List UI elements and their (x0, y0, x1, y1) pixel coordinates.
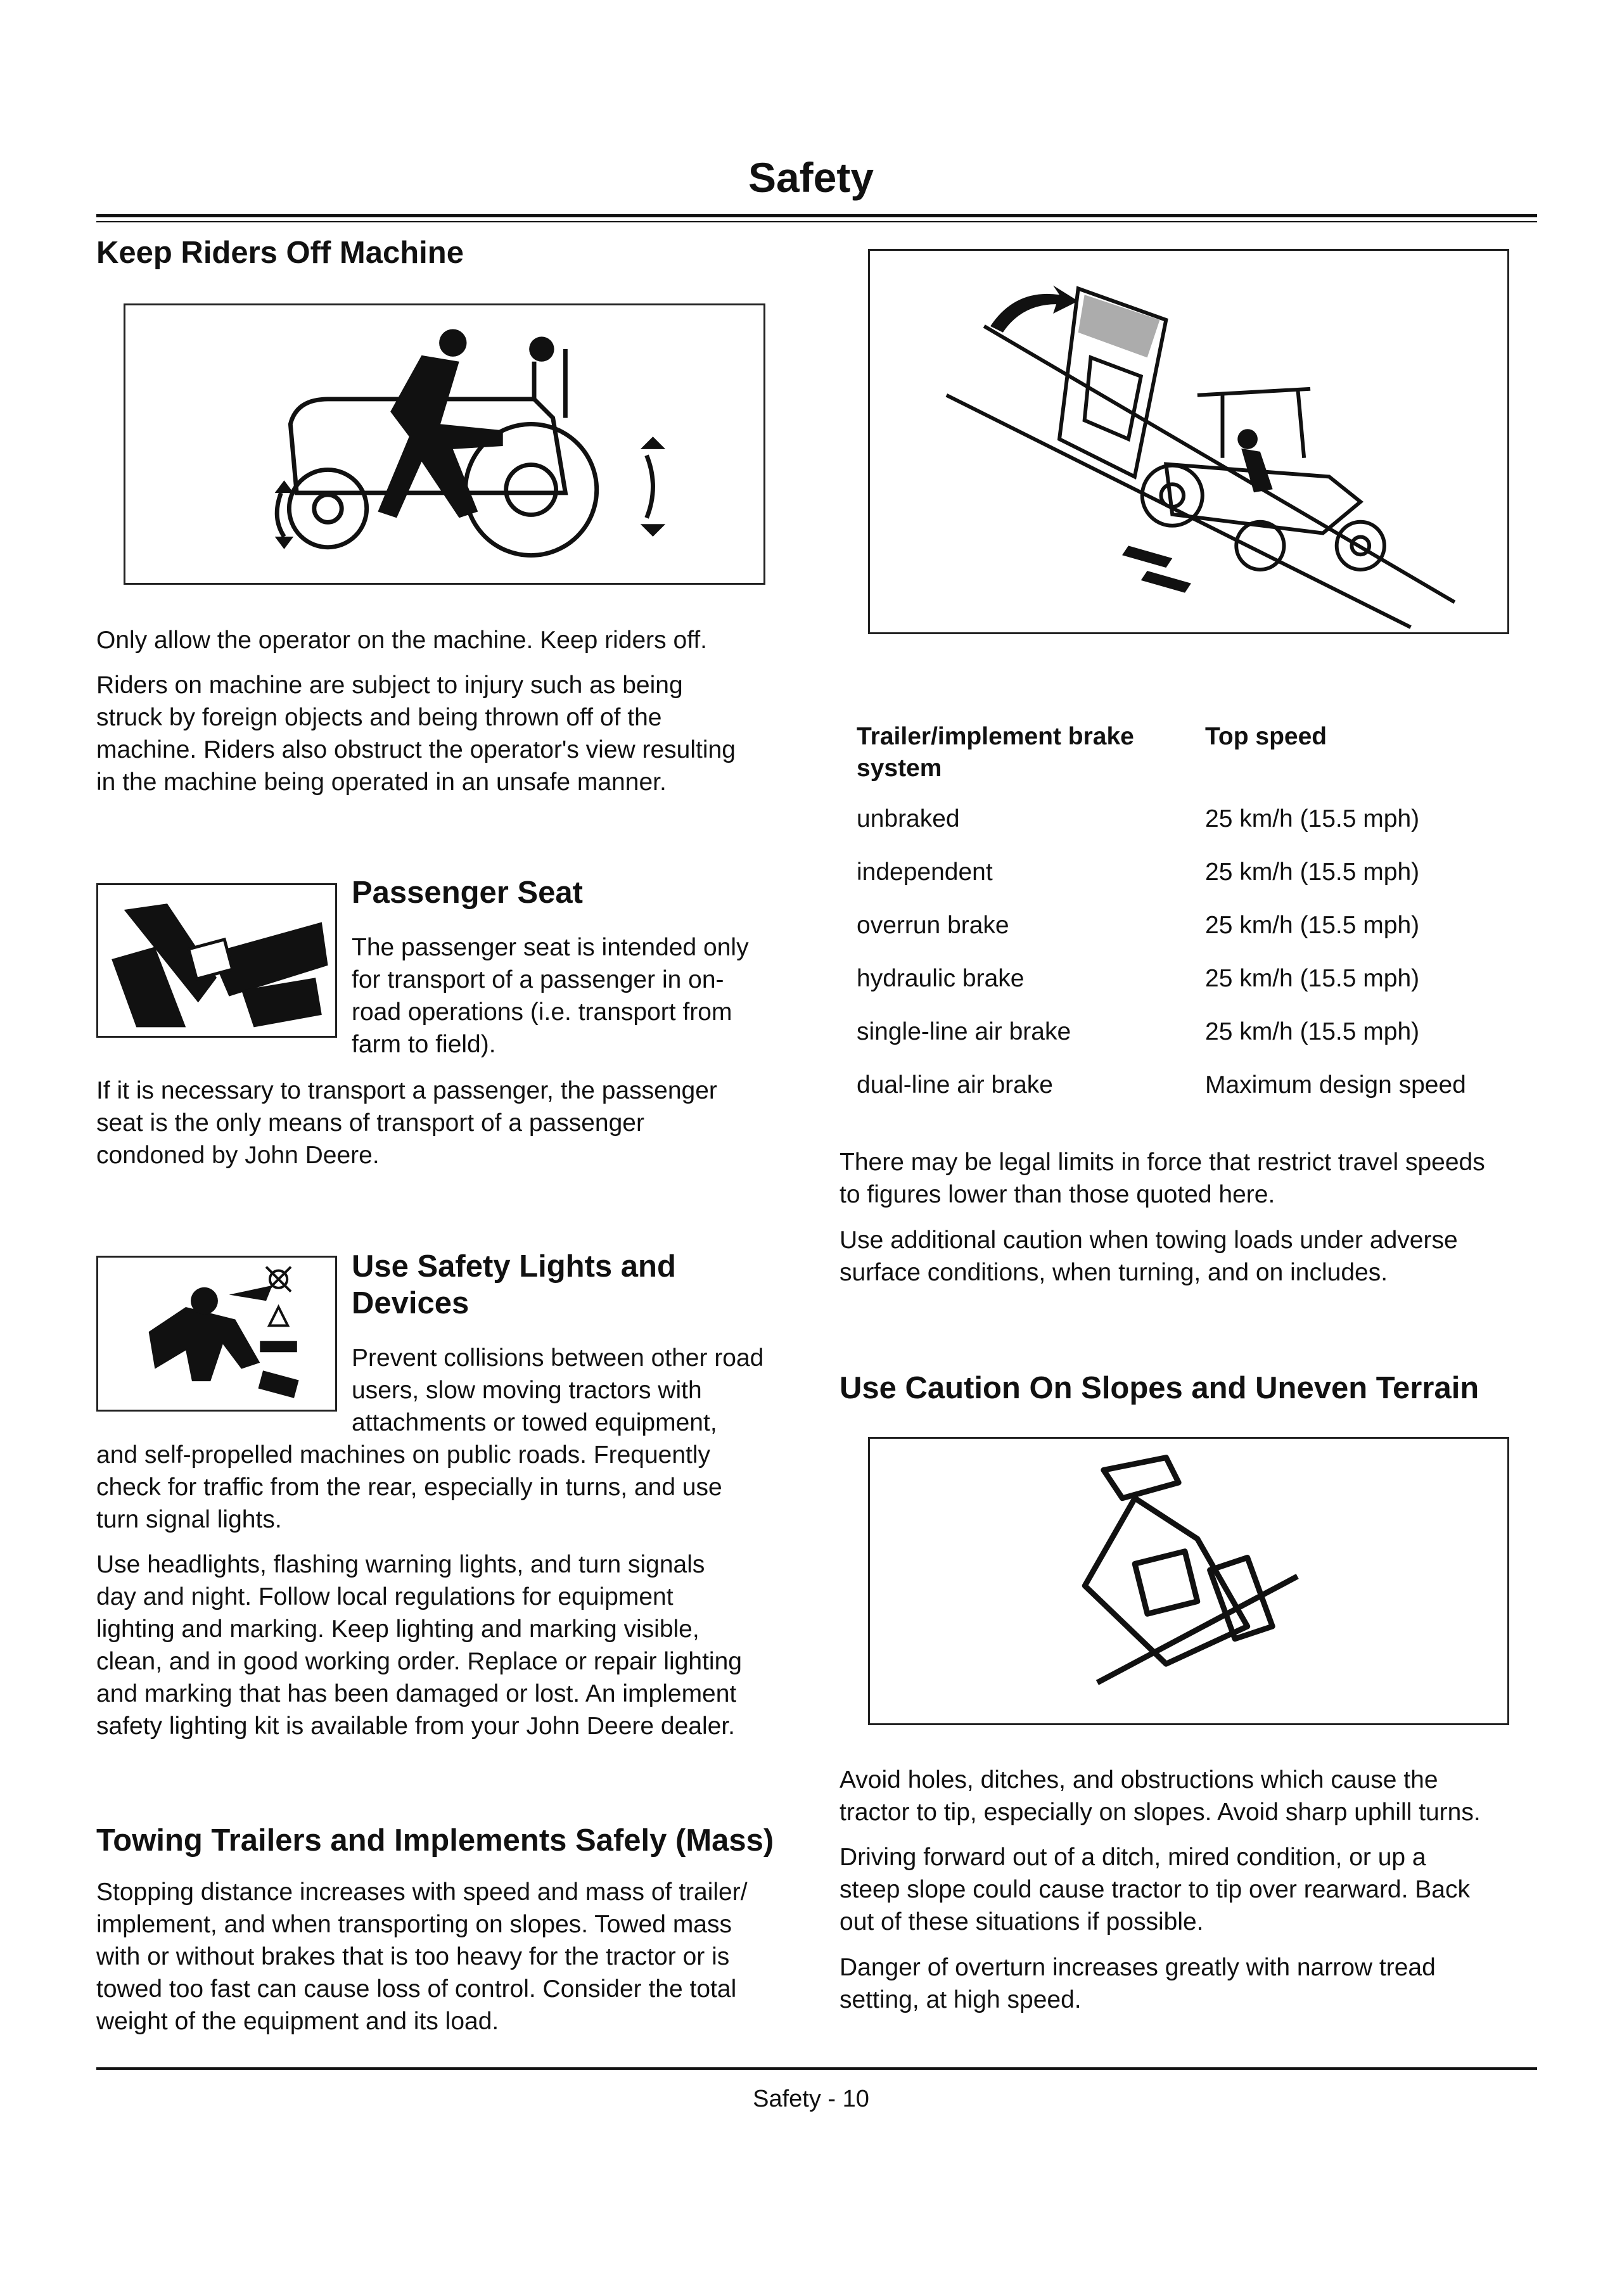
passenger-paragraph-2 (96, 1075, 717, 1171)
trailer-tipping-icon (870, 251, 1507, 632)
text-line: Riders on machine are subject to injury such as being (96, 672, 683, 699)
text-line: check for traffic from the rear, especially in turns, and use (96, 1474, 722, 1501)
header-rule-thin (96, 221, 1537, 222)
footer-rule (96, 2067, 1537, 2070)
text-line: to figures lower than those quoted here. (840, 1181, 1275, 1208)
text-line: users, slow moving tractors with (352, 1377, 702, 1404)
text-line: Use headlights, flashing warning lights, and turn signals (96, 1551, 705, 1578)
text-line: condoned by John Deere. (96, 1142, 380, 1169)
text-line: Stopping distance increases with speed and mass of trailer/ (96, 1878, 748, 1906)
text-line: Avoid holes, ditches, and obstructions which cause the (840, 1766, 1438, 1794)
tractor-overturn-icon (870, 1439, 1507, 1723)
text-line: day and night. Follow local regulations for equipment (96, 1583, 674, 1610)
text-line: steep slope could cause tractor to tip over rearward. Back (840, 1876, 1470, 1903)
text-line: setting, at high speed. (840, 1986, 1082, 2013)
text-line: lighting and marking. Keep lighting and marking visible, (96, 1616, 699, 1643)
text-line: surface conditions, when turning, and on includes. (840, 1259, 1388, 1286)
safety-lights-heading (352, 1248, 676, 1322)
heading-line: Devices (352, 1286, 469, 1320)
text-line: weight of the equipment and its load. (96, 2008, 499, 2035)
text-line: road operations (i.e. transport from (352, 998, 732, 1026)
header-rule-thick (96, 214, 1537, 217)
header-line: system (857, 755, 942, 782)
lights-paragraph-2 (96, 1548, 742, 1742)
text-line: in the machine being operated in an unsafe manner. (96, 769, 667, 796)
table-cell: 25 km/h (15.5 mph) (1205, 912, 1420, 939)
table-cell: dual-line air brake (857, 1071, 1054, 1099)
table-cell: independent (857, 858, 993, 886)
table-cell: 25 km/h (15.5 mph) (1205, 805, 1420, 832)
lights-paragraph-1-top (352, 1342, 763, 1439)
table-row (857, 793, 1535, 846)
table-cell: single-line air brake (857, 1018, 1071, 1045)
text-line: clean, and in good working order. Replace or repair lighting (96, 1648, 742, 1675)
limits-paragraph-2 (840, 1224, 1458, 1289)
towing-trailer-illustration (868, 249, 1509, 634)
text-line: safety lighting kit is available from your John Deere dealer. (96, 1712, 736, 1740)
riders-illustration (124, 303, 765, 585)
brake-speed-table (857, 721, 1535, 1113)
table-header-row (857, 721, 1535, 793)
text-line: tractor to tip, especially on slopes. Avoid sharp uphill turns. (840, 1799, 1481, 1826)
text-line: seat is the only means of transport of a passenger (96, 1109, 644, 1137)
seatbelt-icon (98, 885, 335, 1036)
table-cell: 25 km/h (15.5 mph) (1205, 965, 1420, 992)
keep-riders-heading: Keep Riders Off Machine (96, 236, 464, 270)
text-line: turn signal lights. (96, 1506, 282, 1533)
towing-heading: Towing Trailers and Implements Safely (Mass) (96, 1823, 774, 1858)
text-line: Driving forward out of a ditch, mired condition, or up a (840, 1844, 1426, 1871)
table-cell: hydraulic brake (857, 965, 1025, 992)
seatbelt-illustration (96, 883, 337, 1038)
lights-paragraph-1-bottom (96, 1439, 722, 1536)
table-row (857, 846, 1535, 900)
text-line: If it is necessary to transport a passenger, the passenger (96, 1077, 717, 1104)
text-line: and self-propelled machines on public roads. Frequently (96, 1441, 711, 1469)
text-line: towed too fast can cause loss of control. Consider the total (96, 1975, 737, 2003)
riders-paragraph-2 (96, 669, 736, 798)
text-line: out of these situations if possible. (840, 1908, 1204, 1936)
table-cell: 25 km/h (15.5 mph) (1205, 858, 1420, 886)
limits-paragraph-1 (840, 1146, 1485, 1211)
passenger-paragraph-1 (352, 931, 749, 1061)
slopes-illustration (868, 1437, 1509, 1725)
text-line: and marking that has been damaged or lost. An implement (96, 1680, 737, 1707)
table-cell: overrun brake (857, 912, 1009, 939)
table-cell: Maximum design speed (1205, 1071, 1466, 1099)
text-line: Danger of overturn increases greatly with narrow tread (840, 1954, 1436, 1981)
table-cell: unbraked (857, 805, 960, 832)
page-number: Safety - 10 (753, 2086, 869, 2112)
slopes-paragraph-3 (840, 1951, 1436, 2016)
text-line: machine. Riders also obstruct the operator's view resulting (96, 736, 736, 763)
column-header-top-speed: Top speed (1205, 723, 1327, 750)
towing-paragraph (96, 1876, 748, 2038)
text-line: The passenger seat is intended only (352, 934, 749, 961)
table-row (857, 1059, 1535, 1113)
text-line: for transport of a passenger in on- (352, 966, 724, 993)
text-line: farm to field). (352, 1031, 496, 1058)
header-line: Trailer/implement brake (857, 723, 1134, 750)
slopes-paragraph-1 (840, 1764, 1481, 1828)
column-header-brake-system (857, 721, 1205, 793)
tractor-rider-icon (125, 305, 763, 583)
slopes-paragraph-2 (840, 1841, 1470, 1938)
page-title: Safety (748, 154, 874, 201)
safety-lights-illustration (96, 1256, 337, 1412)
table-cell: 25 km/h (15.5 mph) (1205, 1018, 1420, 1045)
table-row (857, 900, 1535, 953)
text-line: attachments or towed equipment, (352, 1409, 717, 1436)
text-line: Prevent collisions between other road (352, 1344, 764, 1372)
table-row (857, 953, 1535, 1006)
text-line: struck by foreign objects and being thrown off of the (96, 704, 662, 731)
collision-warning-icon (98, 1258, 335, 1410)
text-line: Use additional caution when towing loads under adverse (840, 1227, 1458, 1254)
table-row (857, 1006, 1535, 1059)
text-line: There may be legal limits in force that restrict travel speeds (840, 1149, 1485, 1176)
text-line: implement, and when transporting on slopes. Towed mass (96, 1911, 732, 1938)
riders-paragraph-1: Only allow the operator on the machine. Keep riders off. (96, 627, 707, 654)
passenger-seat-heading: Passenger Seat (352, 876, 583, 910)
heading-line: Use Safety Lights and (352, 1249, 676, 1284)
text-line: with or without brakes that is too heavy for the tractor or is (96, 1943, 730, 1970)
slopes-heading: Use Caution On Slopes and Uneven Terrain (840, 1371, 1479, 1405)
